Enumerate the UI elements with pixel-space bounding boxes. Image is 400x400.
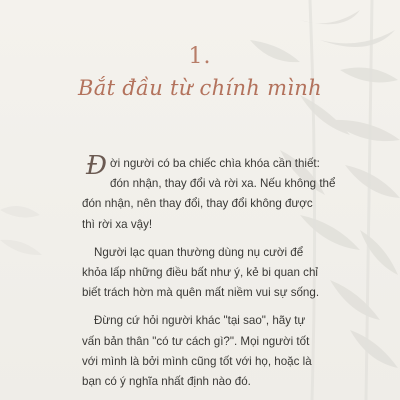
p2-line-1: Người lạc quan thường dùng nụ cười để (94, 245, 304, 259)
p3-line-4: bạn có ý nghĩa nhất định nào đó. (82, 375, 251, 389)
paragraph-3 (82, 311, 344, 392)
p1-line-2: đón nhận, thay đổi và rời xa. Nếu không thể (110, 177, 336, 191)
p2-line-2: khỏa lấp những điều bất như ý, kẻ bi quan chỉ (82, 266, 318, 280)
body-text (82, 151, 344, 400)
p1-line-4: thì rời xa vậy! (82, 217, 153, 231)
p1-line-3: đón nhận, nên thay đổi, thay đổi không được (82, 197, 313, 211)
chapter-number: 1. (188, 44, 212, 69)
p3-line-3: với mình là bởi mình cũng tốt với họ, hoặc là (82, 354, 312, 368)
paragraph-1 (82, 151, 344, 235)
p3-line-1: Đừng cứ hỏi người khác "tại sao", hãy tự (94, 314, 306, 328)
p2-line-3: biết trách hờn mà quên mất niềm vui sự sống. (82, 286, 320, 300)
paragraph-2 (82, 243, 344, 304)
p3-line-2: vấn bản thân "có tư cách gì?". Mọi người tốt (82, 334, 310, 348)
p1-line-1: ời người có ba chiếc chìa khóa cần thiết: (110, 157, 320, 170)
drop-cap: Đ (86, 151, 107, 181)
chapter-title: Bắt đầu từ chính mình (78, 76, 322, 100)
